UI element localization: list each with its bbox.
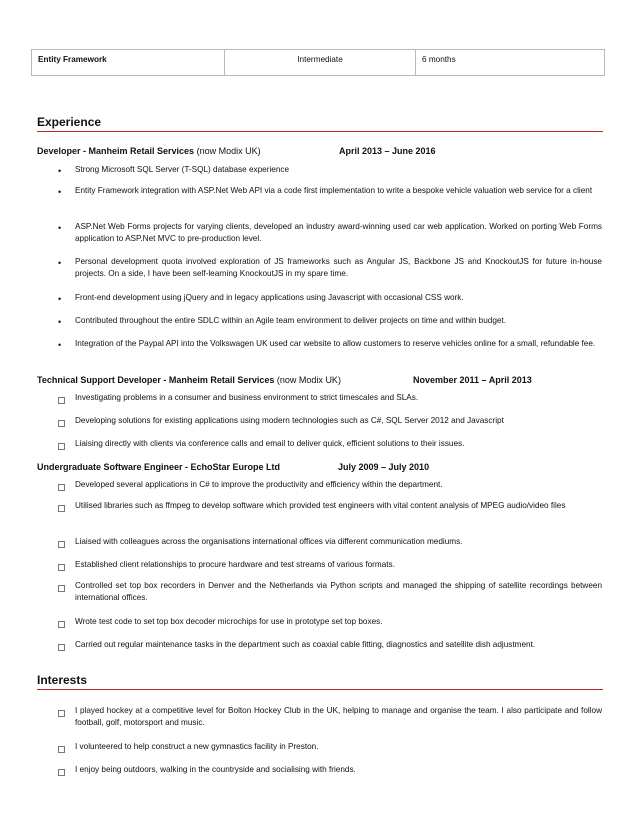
list-item: Controlled set top box recorders in Denver and the Netherlands via Python scripts and managed the shipping of satellite recordings between international offices. xyxy=(75,581,602,602)
list-item: Strong Microsoft SQL Server (T-SQL) database experience xyxy=(75,165,290,174)
job-company-note: (now Modix UK) xyxy=(196,146,261,156)
list-item: I volunteered to help construct a new gymnastics facility in Preston. xyxy=(75,742,319,751)
list-item: Integration of the Paypal API into the Volkswagen UK used car website to allow customers to reserve vehicles online for a small, refundable fee. xyxy=(75,339,596,348)
skills-table xyxy=(31,49,605,76)
list-item: Personal development quota involved exploration of JS frameworks such as Angular JS, Backbone JS and KnockoutJS for future in-house projects. On a side, I have been self-learning KnockoutJS in my spare time. xyxy=(75,257,602,278)
list-item: Liaising directly with clients via conference calls and email to deliver quick, efficient solutions to their issues. xyxy=(75,439,465,448)
table-row xyxy=(32,50,605,76)
interests-heading: Interests xyxy=(37,673,603,690)
list-item: Liaised with colleagues across the organisations international offices via different communication mediums. xyxy=(75,537,463,546)
job-company-note: (now Modix UK) xyxy=(276,375,341,385)
list-item: Front-end development using jQuery and in legacy applications using Javascript with occasional CSS work. xyxy=(75,293,464,302)
job-dates: July 2009 – July 2010 xyxy=(338,462,430,472)
skill-duration-cell: 6 months xyxy=(416,50,605,76)
job-heading-undergraduate xyxy=(37,462,607,472)
job-title: Developer - Manheim Retail Services xyxy=(37,146,195,156)
job-title: Undergraduate Software Engineer - EchoStar Europe Ltd xyxy=(37,462,281,472)
job-heading-technical-support xyxy=(37,375,607,385)
list-item: Carried out regular maintenance tasks in the department such as coaxial cable fitting, diagnostics and satellite dish adjustment. xyxy=(75,640,536,649)
list-item: Contributed throughout the entire SDLC within an Agile team environment to deliver projects on time and within budget. xyxy=(75,316,507,325)
list-item: Utilised libraries such as ffmpeg to develop software which provided test engineers with vital content analysis of MPEG audio/video files xyxy=(75,501,566,510)
skill-level-cell: Intermediate xyxy=(225,50,416,76)
skill-name-cell: Entity Framework xyxy=(32,50,225,76)
list-item: Investigating problems in a consumer and business environment to strict timescales and SLAs. xyxy=(75,393,419,402)
list-item: Developing solutions for existing applications using modern technologies such as C#, SQL Server 2012 and Javascript xyxy=(75,416,504,425)
list-item: I enjoy being outdoors, walking in the countryside and socialising with friends. xyxy=(75,765,356,774)
list-item: ASP.Net Web Forms projects for varying clients, developed an industry award-winning used car web application. Worked on porting Web Forms application to ASP.Net MVC to pre-production level. xyxy=(75,222,602,243)
job-title: Technical Support Developer - Manheim Retail Services xyxy=(37,375,275,385)
list-item: Established client relationships to procure hardware and test streams of various formats. xyxy=(75,560,395,569)
list-item: Developed several applications in C# to improve the productivity and efficiency within the department. xyxy=(75,480,443,489)
list-item: Wrote test code to set top box decoder microchips for use in prototype set top boxes. xyxy=(75,617,383,626)
job-dates: April 2013 – June 2016 xyxy=(339,146,436,156)
list-item: Entity Framework integration with ASP.Net Web API via a code first implementation to write a bespoke vehicle valuation web service for a client xyxy=(75,186,593,195)
experience-heading: Experience xyxy=(37,115,603,132)
job-dates: November 2011 – April 2013 xyxy=(413,375,532,385)
job-heading-developer xyxy=(37,146,607,156)
list-item: I played hockey at a competitive level for Bolton Hockey Club in the UK, helping to manage and organise the team. I also participate and follow football, golf, motorsport and music. xyxy=(75,706,602,727)
